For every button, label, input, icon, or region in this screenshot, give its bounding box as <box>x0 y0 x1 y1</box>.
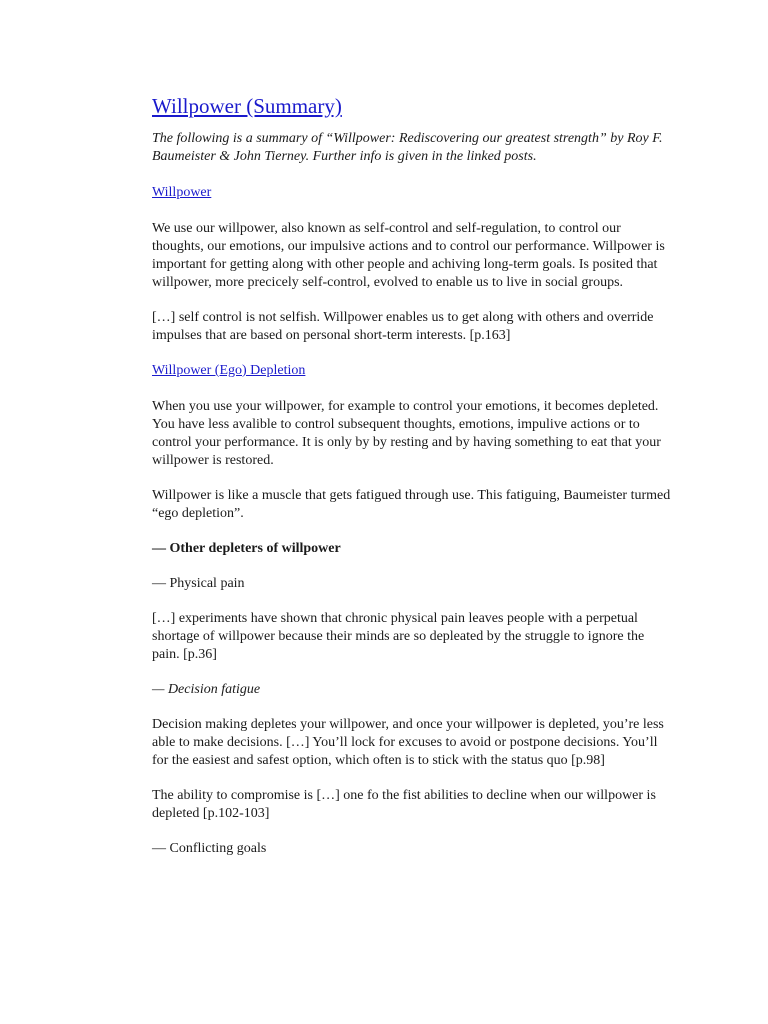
paragraph-7: The ability to compromise is […] one fo the fist abilities to decline when our willpower is depleted [p.102-103] <box>152 788 656 821</box>
paragraph-4: Willpower is like a muscle that gets fatigued through use. This fatiguing, Baumeister turmed “ego depletion”. <box>152 488 671 521</box>
paragraph-3: When you use your willpower, for example to control your emotions, it becomes depleted. You have less avalible to control subsequent thoughts, emotions, impulive actions or to control your performance. It is only by by resting and by having something to eat that your willpower is restored. <box>152 399 661 468</box>
paragraph-1: We use our willpower, also known as self-control and self-regulation, to control our thoughts, our emotions, our impulsive actions and to control our performance. Willpower is important for getting along with other people and achiving long-term goals. Is posited that willpower, more precicely self-control, evolved to enable us to live in social groups. <box>152 221 665 290</box>
heading-conflicting-goals: — Conflicting goals <box>152 841 267 856</box>
document-page <box>152 92 672 875</box>
paragraph-5: […] experiments have shown that chronic physical pain leaves people with a perpetual shortage of willpower because their minds are so depleated by the struggle to ignore the pain. [p.36] <box>152 611 645 662</box>
heading-other-depleters: — Other depleters of willpower <box>152 541 341 556</box>
intro-paragraph: The following is a summary of “Willpower: Rediscovering our greatest strength” by Roy F. Baumeister & John Tierney. Further info is given in the linked posts. <box>152 131 663 164</box>
ego-depletion-link[interactable]: Willpower (Ego) Depletion <box>152 363 306 378</box>
heading-decision-fatigue: — Decision fatigue <box>152 682 261 697</box>
paragraph-6: Decision making depletes your willpower, and once your willpower is depleted, you’re less able to make decisions. […] You’ll lock for excuses to avoid or postpone decisions. You’ll for the easiest and safest option, which often is to stick with the status quo [p.98] <box>152 717 664 768</box>
paragraph-2: […] self control is not selfish. Willpower enables us to get along with others and override impulses that are based on personal short-term interests. [p.163] <box>152 310 654 343</box>
willpower-link[interactable]: Willpower <box>152 185 212 200</box>
heading-physical-pain: — Physical pain <box>152 576 245 591</box>
page-title[interactable]: Willpower (Summary) <box>152 94 342 118</box>
